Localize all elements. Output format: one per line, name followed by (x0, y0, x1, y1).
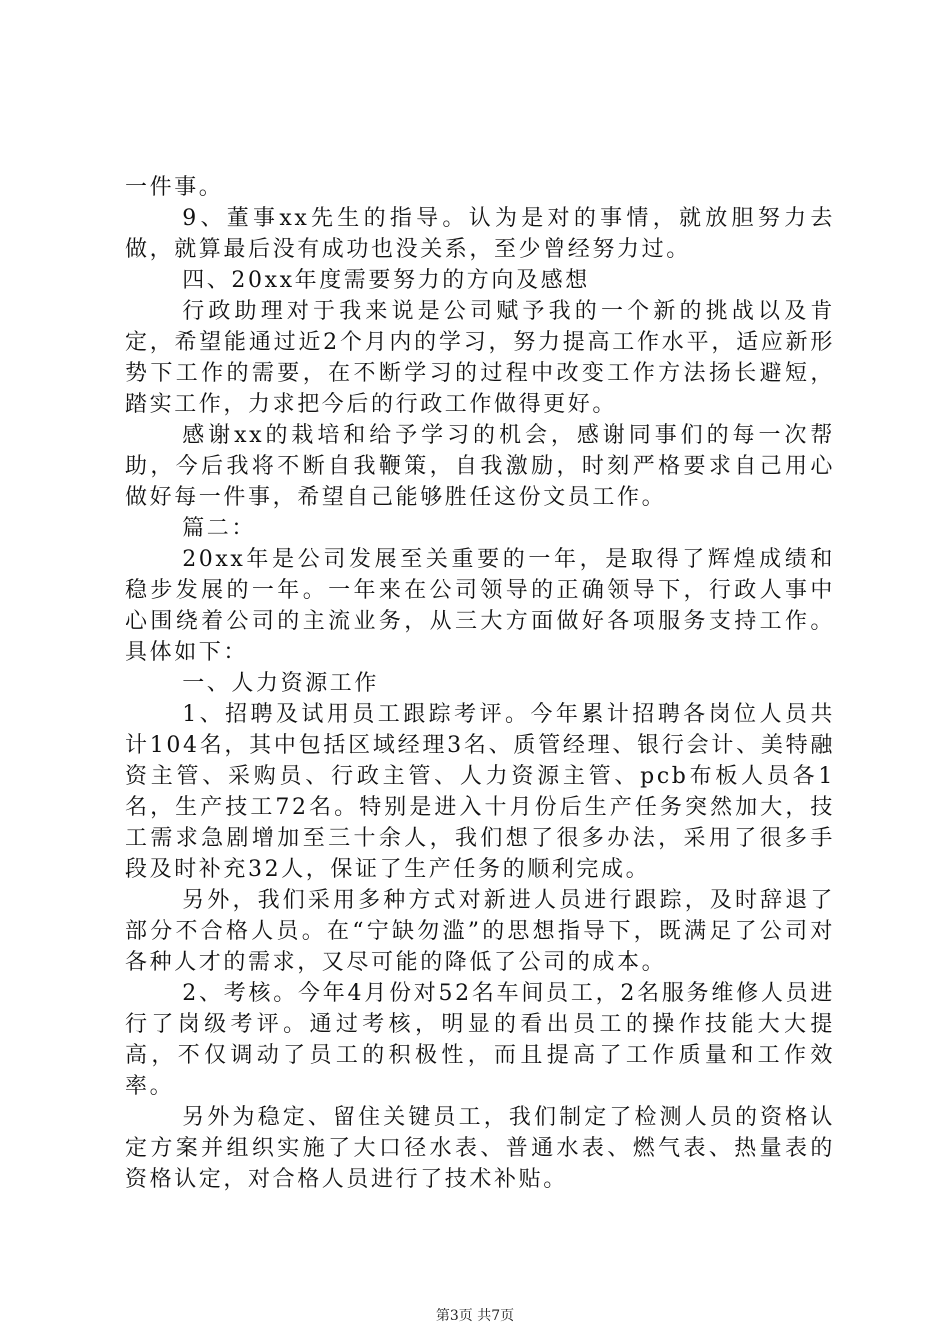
section-heading-hr: 一、人力资源工作 (182, 671, 379, 696)
paragraph-admin-assistant: 行政助理对于我来说是公司赋予我的一个新的挑战以及肯定，希望能通过近2个月内的学习，努力提高工作水平，适应新形势下工作的需要，在不断学习的过程中改变工作方法扬长避短，踏实工作，力求把今后的行政工作做得更好。 (125, 299, 835, 417)
paragraph-retention: 另外为稳定、留住关键员工，我们制定了检测人员的资格认定方案并组织实施了大口径水表、普通水表、燃气表、热量表的资格认定，对合格人员进行了技术补贴。 (125, 1105, 835, 1192)
paragraph-thanks: 感谢xx的栽培和给予学习的机会，感谢同事们的每一次帮助，今后我将不断自我鞭策，自我激励，时刻严格要求自己用心做好每一件事，希望自己能够胜任这份文员工作。 (125, 423, 835, 510)
document-body (125, 172, 835, 1195)
paragraph-assessment: 2、考核。今年4月份对52名车间员工，2名服务维修人员进行了岗级考评。通过考核，明显的看出员工的操作技能大大提高，不仅调动了员工的积极性，而且提高了工作质量和工作效率。 (125, 981, 835, 1099)
page-number-footer: 第3页 共7页 (435, 1308, 515, 1324)
paragraph-year-summary: 20xx年是公司发展至关重要的一年，是取得了辉煌成绩和稳步发展的一年。一年来在公司领导的正确领导下，行政人事中心围绕着公司的主流业务，从三大方面做好各项服务支持工作。具体如下： (125, 547, 835, 665)
paragraph-followup: 另外，我们采用多种方式对新进人员进行跟踪，及时辞退了部分不合格人员。在“宁缺勿滥”的思想指导下，既满足了公司对各种人才的需求，又尽可能的降低了公司的成本。 (125, 888, 835, 975)
part-heading-2: 篇二： (182, 516, 256, 541)
paragraph-recruitment: 1、招聘及试用员工跟踪考评。今年累计招聘各岗位人员共计104名，其中包括区域经理3名、质管经理、银行会计、美特融资主管、采购员、行政主管、人力资源主管、pcb布板人员各1名，生产技工72名。特别是进入十月份后生产任务突然加大，技工需求急剧增加至三十余人，我们想了很多办法，采用了很多手段及时补充32人，保证了生产任务的顺利完成。 (125, 702, 835, 882)
paragraph-item-9: 9、董事xx先生的指导。认为是对的事情，就放胆努力去做，就算最后没有成功也没关系，至少曾经努力过。 (125, 206, 835, 262)
section-heading-4: 四、20xx年度需要努力的方向及感想 (182, 268, 590, 293)
paragraph-continuation: 一件事。 (125, 175, 224, 200)
